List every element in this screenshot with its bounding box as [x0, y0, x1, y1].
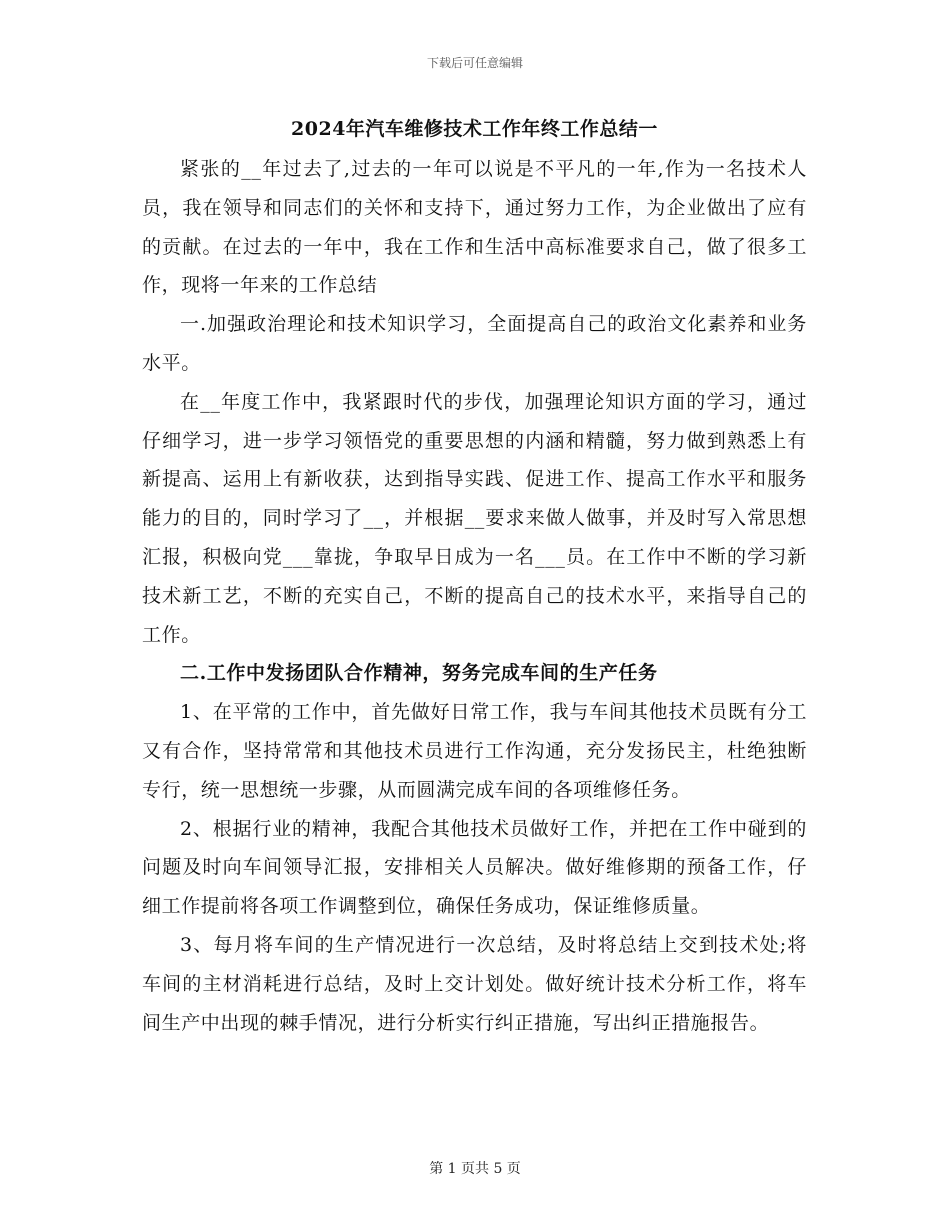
paragraph-item-2: 2、根据行业的精神，我配合其他技术员做好工作，并把在工作中碰到的问题及时向车间领导汇报，安排相关人员解决。做好维修期的预备工作，仔细工作提前将各项工作调整到位，确保任务成功，保证维修质量。 [142, 817, 807, 918]
section-heading-2: 二.工作中发扬团队合作精神，努务完成车间的生产任务 [180, 662, 658, 685]
document-title: 2024年汽车维修技术工作年终工作总结一 [291, 118, 658, 140]
header-note: 下载后可任意编辑 [426, 56, 523, 70]
page-number: 第 1 页共 5 页 [429, 1161, 521, 1177]
paragraph-item-1: 1、在平常的工作中，首先做好日常工作，我与车间其他技术员既有分工又有合作，坚持常常和其他技术员进行工作沟通，充分发扬民主，杜绝独断专行，统一思想统一步骤，从而圆满完成车间的各项维修任务。 [142, 701, 807, 801]
paragraph-intro: 紧张的__年过去了,过去的一年可以说是不平凡的一年,作为一名技术人员，我在领导和同志们的关怀和支持下，通过努力工作，为企业做出了应有的贡献。在过去的一年中，我在工作和生活中高标准要求自己，做了很多工作，现将一年来的工作总结 [142, 158, 807, 297]
paragraph-item-3: 3、每月将车间的生产情况进行一次总结，及时将总结上交到技术处;将车间的主材消耗进行总结，及时上交计划处。做好统计技术分析工作，将车间生产中出现的棘手情况，进行分析实行纠正措施，写出纠正措施报告。 [142, 933, 807, 1034]
section-heading-1: 一.加强政治理论和技术知识学习，全面提高自己的政治文化素养和业务水平。 [142, 313, 807, 374]
document-body [142, 110, 807, 1042]
paragraph-study: 在__年度工作中，我紧跟时代的步伐，加强理论知识方面的学习，通过仔细学习，进一步学习领悟党的重要思想的内涵和精髓，努力做到熟悉上有新提高、运用上有新收获，达到指导实践、促进工作、提高工作水平和服务能力的目的，同时学习了__，并根据__要求来做人做事，并及时写入常思想汇报，积极向党___靠拢，争取早日成为一名___员。在工作中不断的学习新技术新工艺，不断的充实自己，不断的提高自己的技术水平，来指导自己的工作。 [142, 390, 807, 646]
